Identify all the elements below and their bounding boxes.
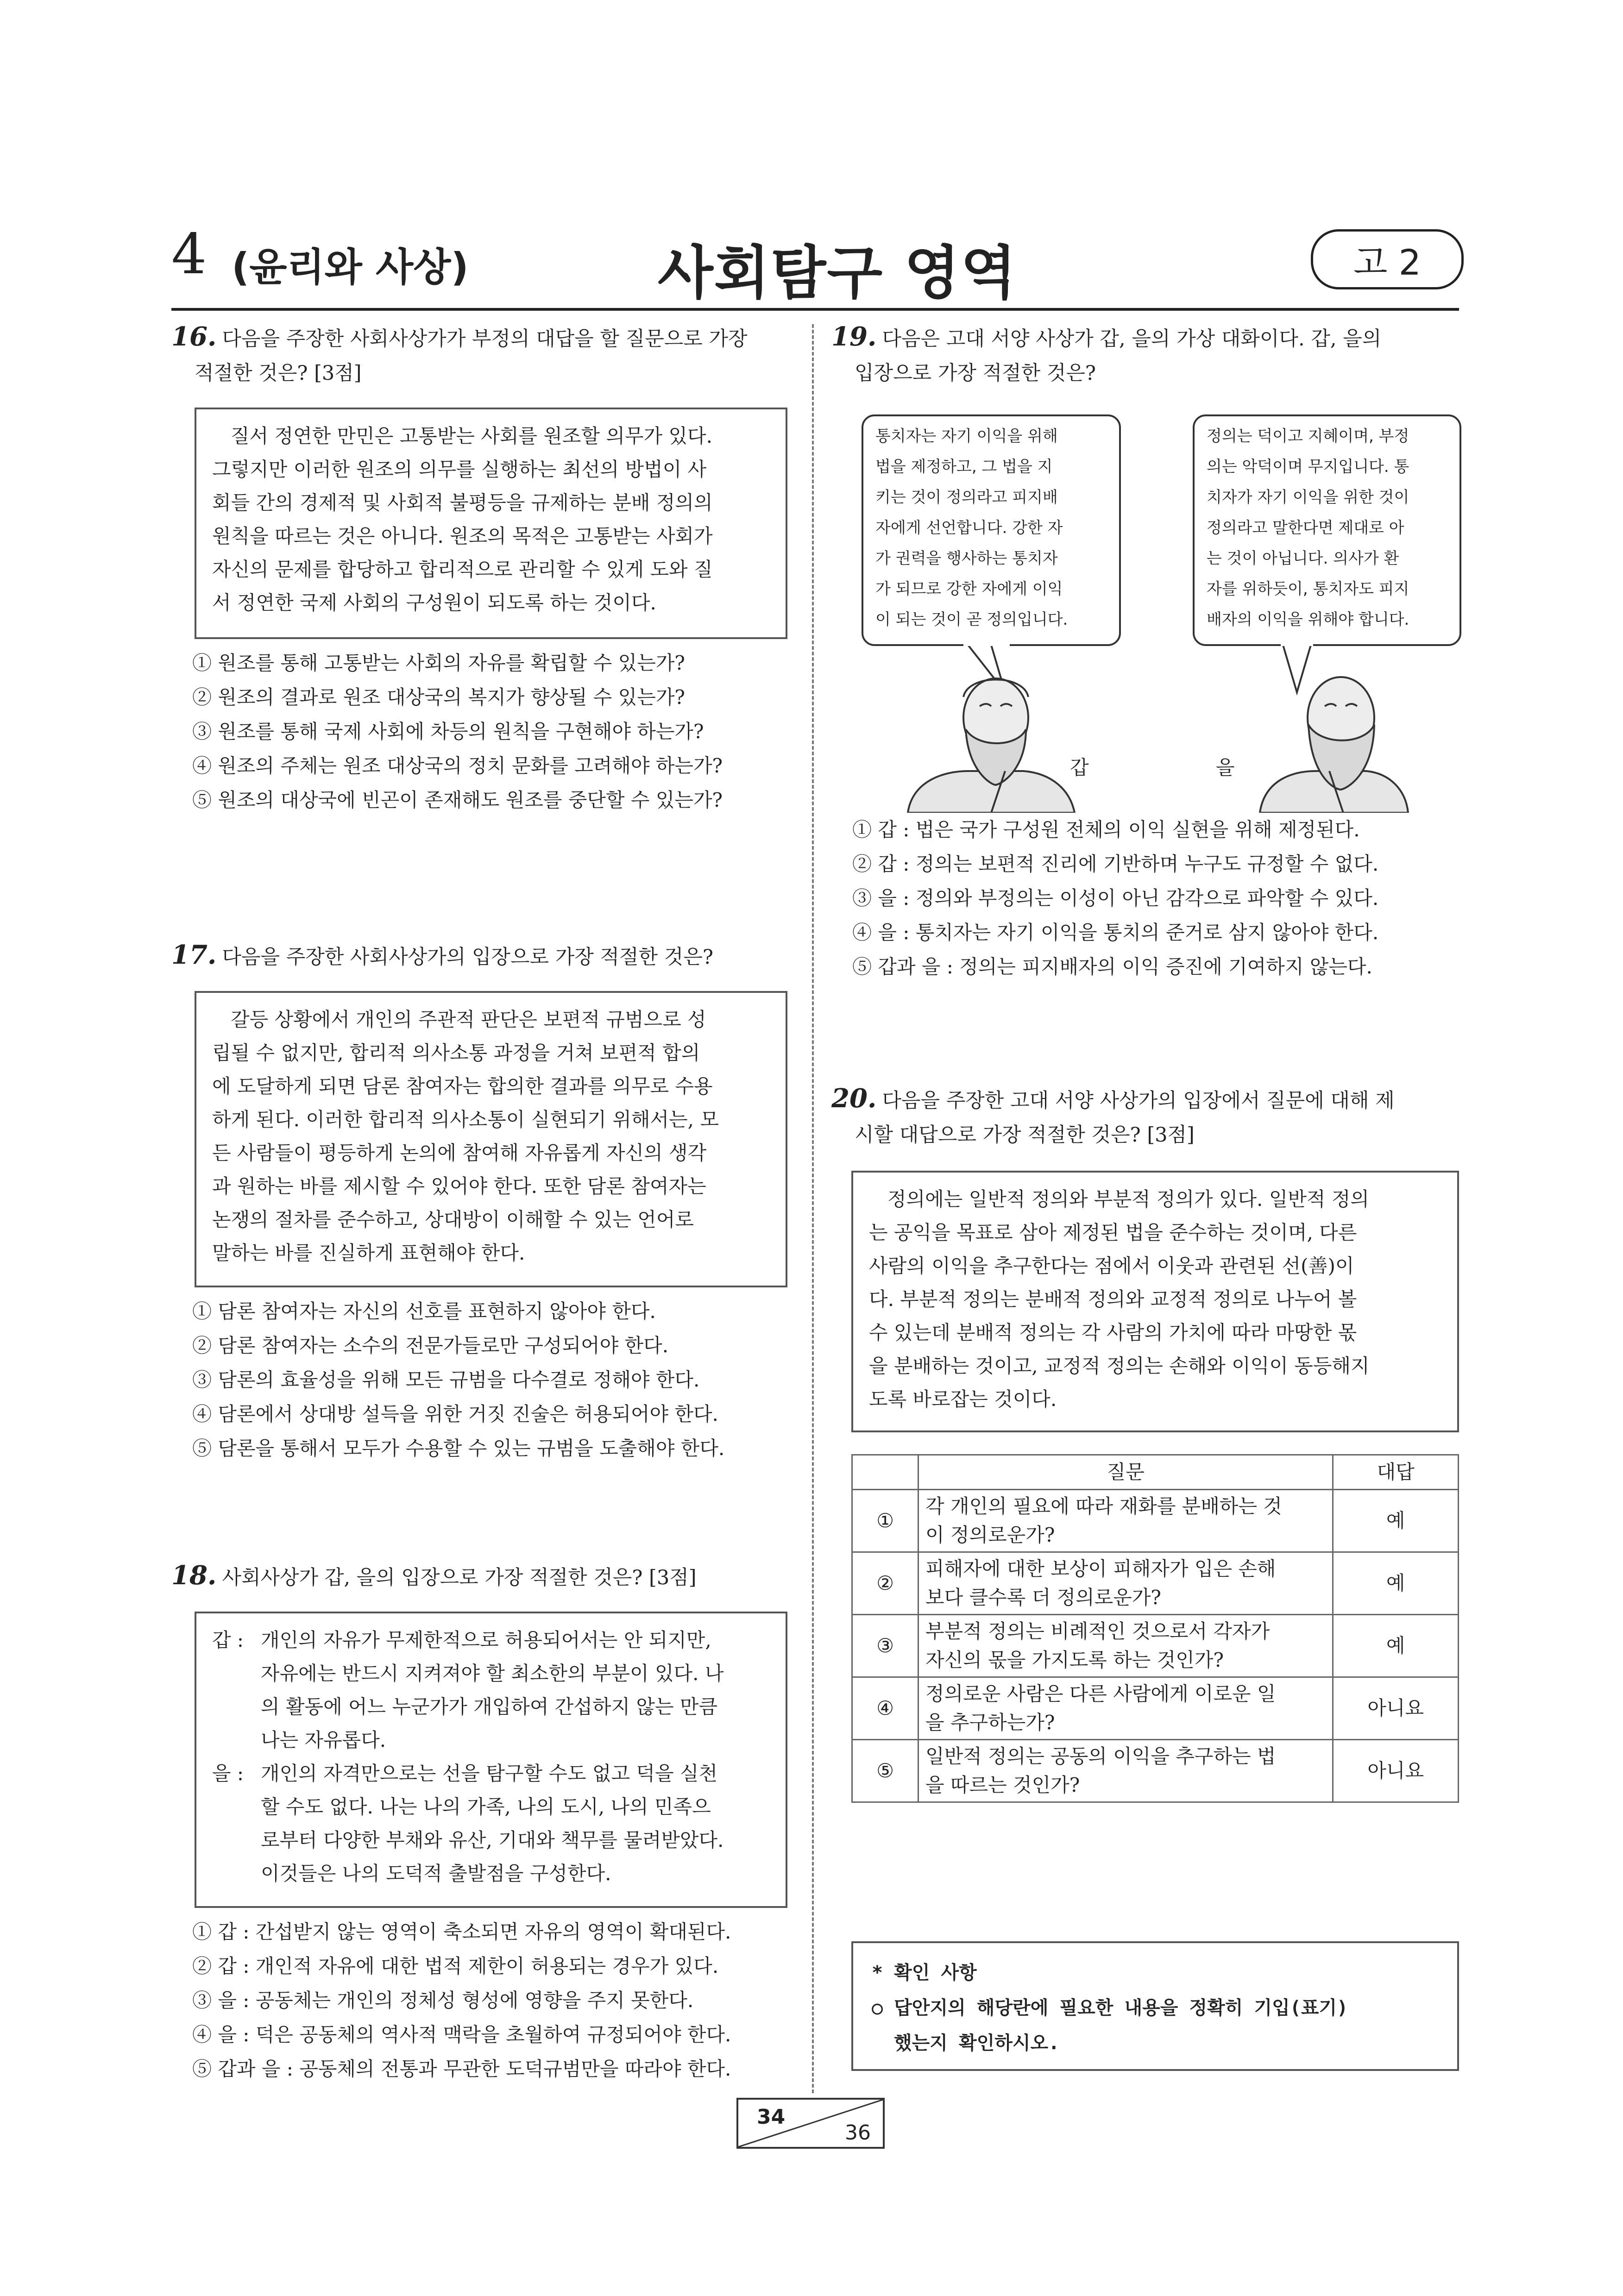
choice-3[interactable]: ③ 을 : 공동체는 개인의 정체성 형성에 영향을 주지 못한다. <box>192 1989 694 2012</box>
choice-3[interactable]: ③ 원조를 통해 국제 사회에 차등의 원칙을 구현해야 하는가? <box>192 720 704 743</box>
choice-3[interactable]: ③ 담론의 효율성을 위해 모든 규범을 다수결로 정해야 한다. <box>192 1368 700 1391</box>
q19-stem-line: 입장으로 가장 적절한 것은? <box>855 362 1096 385</box>
choice-1[interactable]: ① 갑 : 간섭받지 않는 영역이 축소되면 자유의 영역이 확대된다. <box>192 1920 731 1943</box>
grade-badge <box>1311 229 1464 289</box>
passage-line: 서 정연한 국제 사회의 구성원이 되도록 하는 것이다. <box>212 591 656 614</box>
grade-label: 고 2 <box>1353 241 1421 283</box>
passage-line: 을 분배하는 것이고, 교정적 정의는 손해와 이익이 동등해지 <box>869 1355 1370 1377</box>
passage-line: 이것들은 나의 도덕적 출발점을 구성한다. <box>261 1862 611 1885</box>
page-number: 4 <box>171 222 207 287</box>
bubble-line: 는 것이 아닙니다. 의사가 환 <box>1207 549 1399 568</box>
row-number: ② <box>852 1552 918 1615</box>
q16-stem <box>171 320 787 390</box>
choice-1[interactable]: ① 담론 참여자는 자신의 선호를 표현하지 않아야 한다. <box>192 1300 656 1323</box>
row-answer: 아니요 <box>1333 1677 1459 1740</box>
bubble-b-tail <box>1283 645 1311 692</box>
speech-bubble-b <box>1193 414 1461 646</box>
q16-passage-box <box>195 408 787 639</box>
confirmation-line: 했는지 확인하시오. <box>894 2033 1060 2054</box>
confirmation-box <box>851 1941 1459 2071</box>
passage-line: 다. 부분적 정의는 분배적 정의와 교정적 정의로 나누어 볼 <box>869 1288 1357 1311</box>
passage-line: 과 원하는 바를 제시할 수 있어야 한다. 또한 담론 참여자는 <box>212 1175 706 1198</box>
passage-line: 하게 된다. 이러한 합리적 의사소통이 실현되기 위해서는, 모 <box>212 1108 719 1131</box>
bubble-line: 정의라고 말한다면 제대로 아 <box>1207 519 1404 537</box>
table-header-question: 질문 <box>918 1455 1333 1490</box>
passage-line: 회들 간의 경제적 및 사회적 불평등을 규제하는 분배 정의의 <box>212 491 713 514</box>
question-line: 보다 클수록 더 정의로운가? <box>925 1586 1161 1609</box>
current-page: 34 <box>757 2105 786 2129</box>
question-line: 을 따르는 것인가? <box>925 1774 1080 1796</box>
passage-line: 논쟁의 절차를 준수하고, 상대방이 이해할 수 있는 언어로 <box>212 1208 694 1231</box>
subject-label: (윤리와 사상) <box>232 245 469 290</box>
header-rule <box>171 308 1459 311</box>
choice-5[interactable]: ⑤ 갑과 을 : 정의는 피지배자의 이익 증진에 기여하지 않는다. <box>852 955 1372 978</box>
row-answer: 예 <box>1333 1552 1459 1615</box>
row-number: ④ <box>852 1677 918 1740</box>
table-header-number <box>852 1455 918 1490</box>
q20-passage-box <box>851 1171 1459 1432</box>
question-line: 일반적 정의는 공동의 이익을 추구하는 법 <box>925 1745 1276 1768</box>
table-row[interactable] <box>852 1490 1459 1552</box>
q20-stem-line: 다음을 주장한 고대 서양 사상가의 입장에서 질문에 대해 제 <box>882 1089 1395 1112</box>
passage-line: 립될 수 없지만, 합리적 의사소통 과정을 거쳐 보편적 합의 <box>212 1041 700 1064</box>
bubble-line: 가 되므로 강한 자에게 이익 <box>875 580 1063 598</box>
q16-choices <box>192 646 723 817</box>
q18-choices <box>192 1915 731 2086</box>
passage-line: 말하는 바를 진실하게 표현해야 한다. <box>212 1242 525 1264</box>
q20-number: 20. <box>831 1083 877 1114</box>
choice-2[interactable]: ② 담론 참여자는 소수의 전문가들로만 구성되어야 한다. <box>192 1334 669 1357</box>
q18-stem <box>171 1558 787 1595</box>
figure-label-a: 갑 <box>1070 756 1089 779</box>
bubble-line: 정의는 덕이고 지혜이며, 부정 <box>1207 427 1409 445</box>
q18-passage-box <box>195 1612 787 1908</box>
philosophers-illustration <box>852 641 1464 813</box>
bubble-line: 가 권력을 행사하는 통치자 <box>875 549 1058 568</box>
speaker-a-label: 갑 : <box>212 1629 244 1651</box>
choice-2[interactable]: ② 갑 : 개인적 자유에 대한 법적 제한이 허용되는 경우가 있다. <box>192 1955 719 1977</box>
choice-5[interactable]: ⑤ 갑과 을 : 공동체의 전통과 무관한 도덕규범만을 따라야 한다. <box>192 2058 731 2080</box>
row-number: ① <box>852 1490 918 1552</box>
q17-stem <box>171 938 787 974</box>
q19-stem-line: 다음은 고대 서양 사상가 갑, 을의 가상 대화이다. 갑, 을의 <box>882 327 1382 351</box>
row-number: ③ <box>852 1615 918 1677</box>
bubble-line: 법을 제정하고, 그 법을 지 <box>875 458 1053 476</box>
passage-line: 갈등 상황에서 개인의 주관적 판단은 보편적 규범으로 성 <box>231 1008 706 1031</box>
passage-line: 수 있는데 분배적 정의는 각 사람의 가치에 따라 마땅한 몫 <box>869 1321 1357 1344</box>
passage-line: 도록 바로잡는 것이다. <box>869 1388 1057 1411</box>
question-line: 각 개인의 필요에 따라 재화를 분배하는 것 <box>925 1495 1282 1518</box>
speaker-b-label: 을 : <box>212 1762 244 1785</box>
q17-choices <box>192 1294 724 1466</box>
passage-line: 자신의 문제를 합당하고 합리적으로 관리할 수 있게 도와 질 <box>212 558 713 581</box>
passage-line: 개인의 자유가 무제한적으로 허용되어서는 안 되지만, <box>261 1629 711 1651</box>
bubble-line: 치자가 자기 이익을 위한 것이 <box>1207 488 1409 507</box>
choice-2[interactable]: ② 갑 : 정의는 보편적 진리에 기반하며 누구도 규정할 수 없다. <box>852 853 1379 875</box>
q16-number: 16. <box>171 321 217 352</box>
bubble-line: 자에게 선언합니다. 강한 자 <box>875 519 1063 537</box>
bubble-line: 자를 위하듯이, 통치자도 피지 <box>1207 580 1409 598</box>
row-number: ⑤ <box>852 1740 918 1802</box>
q19-stem <box>831 320 1461 390</box>
choice-2[interactable]: ② 원조의 결과로 원조 대상국의 복지가 향상될 수 있는가? <box>192 686 685 709</box>
choice-4[interactable]: ④ 을 : 덕은 공동체의 역사적 맥락을 초월하여 규정되어야 한다. <box>192 2023 731 2046</box>
q18-number: 18. <box>171 1560 217 1591</box>
row-answer: 예 <box>1333 1615 1459 1677</box>
bubble-line: 배자의 이익을 위해야 합니다. <box>1207 610 1409 629</box>
table-row[interactable] <box>852 1740 1459 1802</box>
page-indicator <box>736 2098 885 2149</box>
choice-3[interactable]: ③ 을 : 정의와 부정의는 이성이 아닌 감각으로 파악할 수 있다. <box>852 887 1379 910</box>
passage-line: 든 사람들이 평등하게 논의에 참여해 자유롭게 자신의 생각 <box>212 1142 707 1164</box>
passage-line: 에 도달하게 되면 담론 참여자는 합의한 결과를 의무로 수용 <box>212 1075 713 1098</box>
confirmation-title: * 확인 사항 <box>872 1962 977 1983</box>
passage-line: 는 공익을 목표로 삼아 제정된 법을 준수하는 것이며, 다른 <box>869 1221 1357 1244</box>
philosopher-b-figure <box>1260 677 1408 813</box>
row-question <box>918 1552 1333 1615</box>
choice-4[interactable]: ④ 담론에서 상대방 설득을 위한 거짓 진술은 허용되어야 한다. <box>192 1403 718 1425</box>
bubble-line: 의는 악덕이며 무지입니다. 통 <box>1207 458 1409 476</box>
row-question <box>918 1615 1333 1677</box>
speech-bubble-a <box>862 414 1121 646</box>
q17-number: 17. <box>171 940 217 970</box>
question-line: 자신의 몫을 가지도록 하는 것인가? <box>925 1649 1224 1671</box>
bubble-line: 통치자는 자기 이익을 위해 <box>875 427 1058 445</box>
question-line: 을 추구하는가? <box>925 1711 1055 1734</box>
column-divider <box>812 324 814 2093</box>
passage-line: 사람의 이익을 추구한다는 점에서 이웃과 관련된 선(善)이 <box>869 1255 1354 1277</box>
table-row[interactable] <box>852 1552 1459 1615</box>
passage-line: 나는 자유롭다. <box>261 1729 386 1751</box>
exam-title: 사회탐구 영역 <box>658 240 1017 307</box>
bubble-line: 키는 것이 정의라고 피지배 <box>875 488 1058 507</box>
passage-line: 정의에는 일반적 정의와 부분적 정의가 있다. 일반적 정의 <box>887 1188 1369 1211</box>
passage-line: 원칙을 따르는 것은 아니다. 원조의 목적은 고통받는 사회가 <box>212 525 713 547</box>
passage-line: 그렇지만 이러한 원조의 의무를 실행하는 최선의 방법이 사 <box>212 458 707 481</box>
question-line: 이 정의로운가? <box>925 1524 1055 1546</box>
philosopher-a-figure <box>908 678 1075 813</box>
question-line: 부분적 정의는 비례적인 것으로서 각자가 <box>925 1620 1270 1643</box>
passage-line: 로부터 다양한 부채와 유산, 기대와 책무를 물려받았다. <box>261 1829 724 1851</box>
table-header-row <box>852 1455 1459 1490</box>
q16-stem-line: 다음을 주장한 사회사상가가 부정의 대답을 할 질문으로 가장 <box>222 327 748 351</box>
choice-1[interactable]: ① 원조를 통해 고통받는 사회의 자유를 확립할 수 있는가? <box>192 652 685 674</box>
confirmation-line: ○ 답안지의 해당란에 필요한 내용을 정확히 기입(표기) <box>872 1997 1348 2019</box>
q20-stem <box>831 1081 1461 1152</box>
choice-5[interactable]: ⑤ 담론을 통해서 모두가 수용할 수 있는 규범을 도출해야 한다. <box>192 1437 725 1460</box>
figure-label-b: 을 <box>1216 756 1235 779</box>
bubble-a-tail-mask <box>963 641 1010 646</box>
question-line: 피해자에 대한 보상이 피해자가 입은 손해 <box>925 1557 1276 1580</box>
passage-line: 개인의 자격만으로는 선을 탐구할 수도 없고 덕을 실천 <box>261 1762 718 1785</box>
table-header-answer: 대답 <box>1333 1455 1459 1490</box>
row-question <box>918 1677 1333 1740</box>
q19-number: 19. <box>831 321 877 352</box>
q20-stem-line: 시할 대답으로 가장 적절한 것은? [3점] <box>855 1123 1195 1147</box>
table-row[interactable] <box>852 1615 1459 1677</box>
q18-stem-line: 사회사상가 갑, 을의 입장으로 가장 적절한 것은? [3점] <box>222 1566 697 1589</box>
row-question <box>918 1490 1333 1552</box>
passage-line: 자유에는 반드시 지켜져야 할 최소한의 부분이 있다. 나 <box>261 1662 724 1685</box>
row-question <box>918 1740 1333 1802</box>
q17-stem-line: 다음을 주장한 사회사상가의 입장으로 가장 적절한 것은? <box>222 946 713 969</box>
total-pages: 36 <box>845 2121 871 2145</box>
q20-answer-table <box>851 1454 1459 1803</box>
table-row[interactable] <box>852 1677 1459 1740</box>
bubble-b-tail-mask <box>1281 641 1313 646</box>
question-line: 정의로운 사람은 다른 사람에게 이로운 일 <box>925 1682 1276 1705</box>
choice-4[interactable]: ④ 을 : 통치자는 자기 이익을 통치의 준거로 삼지 않아야 한다. <box>852 921 1379 944</box>
row-answer: 아니요 <box>1333 1740 1459 1802</box>
q17-passage-box <box>195 991 787 1287</box>
row-answer: 예 <box>1333 1490 1459 1552</box>
bubble-line: 이 되는 것이 곧 정의입니다. <box>875 610 1068 629</box>
q19-choices <box>852 813 1378 984</box>
q16-stem-line: 적절한 것은? [3점] <box>195 362 362 385</box>
choice-4[interactable]: ④ 원조의 주체는 원조 대상국의 정치 문화를 고려해야 하는가? <box>192 754 723 777</box>
choice-5[interactable]: ⑤ 원조의 대상국에 빈곤이 존재해도 원조를 중단할 수 있는가? <box>192 789 723 811</box>
choice-1[interactable]: ① 갑 : 법은 국가 구성원 전체의 이익 실현을 위해 제정된다. <box>852 818 1360 841</box>
passage-line: 의 활동에 어느 누군가가 개입하여 간섭하지 않는 만큼 <box>261 1695 718 1718</box>
passage-line: 질서 정연한 만민은 고통받는 사회를 원조할 의무가 있다. <box>231 425 712 447</box>
passage-line: 할 수도 없다. 나는 나의 가족, 나의 도시, 나의 민족으 <box>261 1795 711 1818</box>
